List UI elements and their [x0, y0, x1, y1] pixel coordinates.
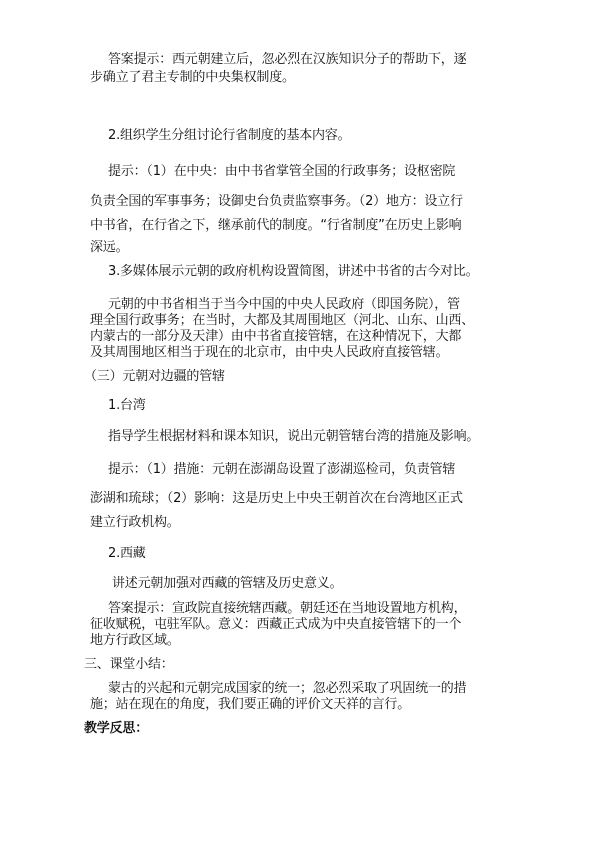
paragraph-line-4: 及其周围地区相当于现在的北京市，由中央人民政府直接管辖。	[90, 345, 449, 360]
taiwan-hint-line-1: 提示：（1）措施：元朝在澎湖岛设置了澎湖巡检司，负责管辖	[108, 462, 456, 477]
section-item-3-heading: 3.多媒体展示元朝的政府机构设置简图，讲述中书省的古今对比。	[108, 264, 479, 279]
paragraph-line-3: 内蒙古的一部分及天津）由中书省直接管辖，在这种情况下，大都	[90, 329, 462, 344]
tibet-instruction: 讲述元朝加强对西藏的管辖及历史意义。	[112, 576, 343, 591]
teaching-reflection-heading: 教学反思：	[84, 721, 149, 736]
taiwan-hint-line-2: 澎湖和琉球；（2）影响：这是历史上中央王朝首次在台湾地区正式	[90, 491, 463, 506]
taiwan-instruction: 指导学生根据材料和课本知识，说出元朝管辖台湾的措施及影响。	[108, 429, 480, 444]
tibet-heading: 2.西藏	[108, 546, 146, 561]
answer-hint-line-1: 答案提示：西元朝建立后，忽必烈在汉族知识分子的帮助下，逐	[108, 52, 467, 67]
section-item-2-heading: 2.组织学生分组讨论行省制度的基本内容。	[108, 128, 351, 143]
answer-hint-line-2: 步确立了君主专制的中央集权制度。	[90, 70, 295, 85]
paragraph-line-1: 元朝的中书省相当于当今中国的中央人民政府（即国务院），管	[108, 297, 460, 312]
paragraph-line-2: 理全国行政事务；在当时，大都及其周围地区（河北、山东、山西、	[90, 313, 475, 328]
subsection-heading: （三）元朝对边疆的管辖	[84, 369, 225, 384]
taiwan-hint-line-3: 建立行政机构。	[90, 515, 180, 530]
tibet-answer-line-3: 地方行政区域。	[90, 633, 180, 648]
class-summary-heading: 三、课堂小结：	[84, 657, 174, 672]
hint-line-1: 提示：（1）在中央：由中书省掌管全国的行政事务；设枢密院	[108, 164, 456, 179]
summary-line-1: 蒙古的兴起和元朝完成国家的统一；忽必烈采取了巩固统一的措	[108, 681, 467, 696]
hint-line-3: 中书省，在行省之下，继承前代的制度。“行省制度”在历史上影响	[90, 218, 462, 233]
hint-line-2: 负责全国的军事事务；设御史台负责监察事务。（2）地方：设立行	[90, 194, 463, 209]
tibet-answer-line-2: 征收赋税，屯驻军队。意义：西藏正式成为中央直接管辖下的一个	[90, 617, 462, 632]
tibet-answer-line-1: 答案提示：宣政院直接统辖西藏。朝廷还在当地设置地方机构，	[108, 601, 467, 616]
hint-line-4: 深远。	[90, 240, 129, 255]
summary-line-2: 施；站在现在的角度，我们要正确的评价文天祥的言行。	[90, 697, 411, 712]
taiwan-heading: 1.台湾	[108, 398, 146, 413]
